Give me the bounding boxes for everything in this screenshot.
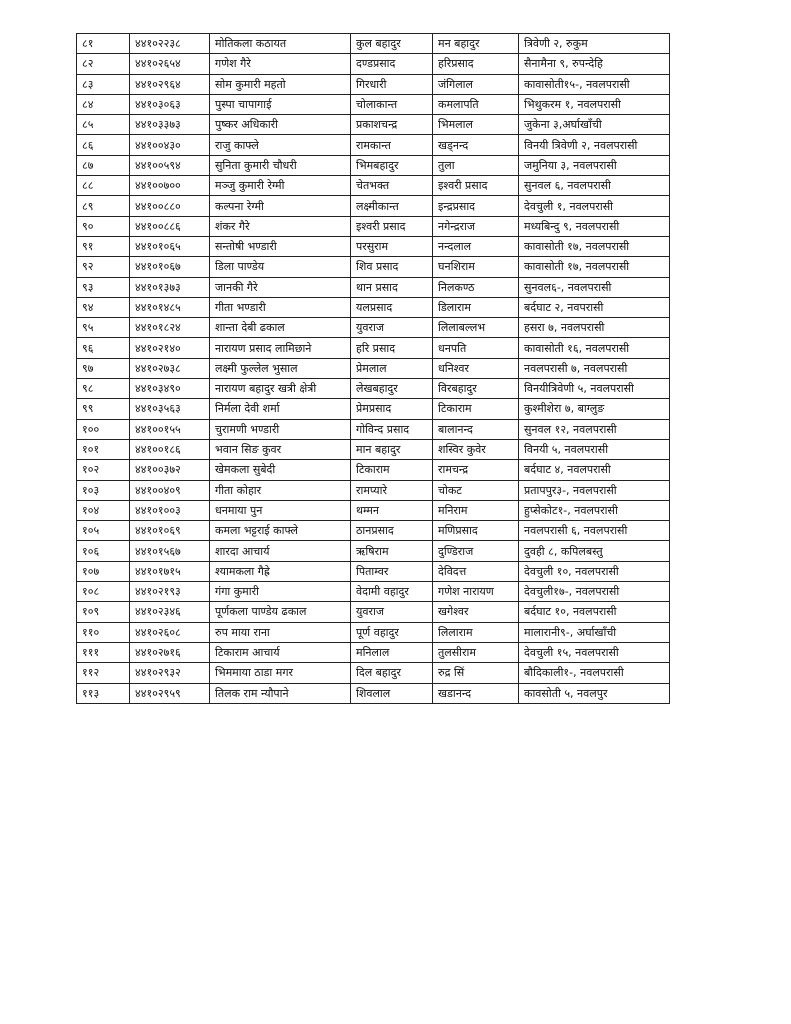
name-cell: गीता भण्डारी [210, 297, 351, 317]
table-row [77, 257, 670, 277]
father-name-cell: गोविन्द प्रसाद [351, 419, 433, 439]
father-name-cell: थान प्रसाद [351, 277, 433, 297]
name-cell: चुरामणी भण्डारी [210, 419, 351, 439]
grandfather-name-cell: कमलापति [433, 94, 519, 114]
name-cell: कल्पना रेग्मी [210, 196, 351, 216]
grandfather-name-cell: जंगिलाल [433, 74, 519, 94]
serial-number-cell: १०२ [77, 460, 130, 480]
name-cell: मोतिकला कठायत [210, 34, 351, 54]
father-name-cell: पिताम्वर [351, 561, 433, 581]
roll-number-cell: ४४१०१४८५ [130, 297, 210, 317]
serial-number-cell: ८३ [77, 74, 130, 94]
grandfather-name-cell: रामचन्द्र [433, 460, 519, 480]
serial-number-cell: ८५ [77, 115, 130, 135]
grandfather-name-cell: बालानन्द [433, 419, 519, 439]
grandfather-name-cell: तुलसीराम [433, 642, 519, 662]
grandfather-name-cell: भिमलाल [433, 115, 519, 135]
table-row [77, 176, 670, 196]
name-cell: तिलक राम न्यौपाने [210, 683, 351, 703]
name-cell: लक्ष्मी फुल्लेल भुसाल [210, 358, 351, 378]
address-cell: नवलपरासी ६, नवलपरासी [519, 521, 670, 541]
serial-number-cell: १०९ [77, 602, 130, 622]
serial-number-cell: ९४ [77, 297, 130, 317]
name-cell: नारायण प्रसाद लामिछाने [210, 338, 351, 358]
address-cell: कावासोती १७, नवलपरासी [519, 236, 670, 256]
roll-number-cell: ४४१००४३० [130, 135, 210, 155]
roll-number-cell: ४४१०२७१६ [130, 642, 210, 662]
serial-number-cell: १०८ [77, 582, 130, 602]
father-name-cell: परसुराम [351, 236, 433, 256]
table-row [77, 602, 670, 622]
grandfather-name-cell: निलकण्ठ [433, 277, 519, 297]
roll-number-cell: ४४१०१५६७ [130, 541, 210, 561]
father-name-cell: पूर्ण वहादुर [351, 622, 433, 642]
name-cell: सोम कुमारी महतो [210, 74, 351, 94]
name-cell: सन्तोषी भण्डारी [210, 236, 351, 256]
serial-number-cell: ८४ [77, 94, 130, 114]
name-cell: पूर्णकला पाण्डेय ढकाल [210, 602, 351, 622]
father-name-cell: ठानप्रसाद [351, 521, 433, 541]
roll-number-cell: ४४१०२१९३ [130, 582, 210, 602]
serial-number-cell: ९६ [77, 338, 130, 358]
serial-number-cell: ८७ [77, 155, 130, 175]
name-cell: भिममाया ठाडा मगर [210, 663, 351, 683]
grandfather-name-cell: विरबहादुर [433, 379, 519, 399]
roll-number-cell: ४४१०१७१५ [130, 561, 210, 581]
roll-number-cell: ४४१०३०६३ [130, 94, 210, 114]
name-cell: सुनिता कुमारी चौधरी [210, 155, 351, 175]
father-name-cell: प्रेमप्रसाद [351, 399, 433, 419]
table-row [77, 54, 670, 74]
table-row [77, 500, 670, 520]
roll-number-cell: ४४१०३४९० [130, 379, 210, 399]
table-row [77, 155, 670, 175]
address-cell: बर्दघाट ४, नवलपरासी [519, 460, 670, 480]
address-cell: भिथुकरम १, नवलपरासी [519, 94, 670, 114]
grandfather-name-cell: शस्विर कुवेर [433, 439, 519, 459]
roll-number-cell: ४४१०३३७३ [130, 115, 210, 135]
serial-number-cell: ८६ [77, 135, 130, 155]
address-cell: नवलपरासी ७, नवलपरासी [519, 358, 670, 378]
father-name-cell: लेखबहादुर [351, 379, 433, 399]
name-cell: गणेश गैरे [210, 54, 351, 74]
address-cell: विनयीत्रिवेणी ५, नवलपरासी [519, 379, 670, 399]
table-row [77, 521, 670, 541]
grandfather-name-cell: इश्वरी प्रसाद [433, 176, 519, 196]
roll-number-cell: ४४१०२९६४ [130, 74, 210, 94]
father-name-cell: दिल बहादुर [351, 663, 433, 683]
father-name-cell: कुल बहादुर [351, 34, 433, 54]
grandfather-name-cell: इन्द्रप्रसाद [433, 196, 519, 216]
grandfather-name-cell: दुण्डिराज [433, 541, 519, 561]
address-cell: सुनवल६-, नवलपरासी [519, 277, 670, 297]
grandfather-name-cell: गणेश नारायण [433, 582, 519, 602]
roll-number-cell: ४४१००८८६ [130, 216, 210, 236]
roll-number-cell: ४४१०१०६५ [130, 236, 210, 256]
name-cell: भवान सिङ कुवर [210, 439, 351, 459]
name-cell: निर्मला देवी शर्मा [210, 399, 351, 419]
table-row [77, 34, 670, 54]
table-row [77, 297, 670, 317]
serial-number-cell: ९१ [77, 236, 130, 256]
roll-number-cell: ४४१००१८६ [130, 439, 210, 459]
serial-number-cell: ८९ [77, 196, 130, 216]
serial-number-cell: ११० [77, 622, 130, 642]
table-row [77, 663, 670, 683]
address-cell: बौदिकाली१-, नवलपरासी [519, 663, 670, 683]
roll-number-cell: ४४१००७०० [130, 176, 210, 196]
roll-number-cell: ४४१०३५६३ [130, 399, 210, 419]
name-cell: राजु काफ्ले [210, 135, 351, 155]
grandfather-name-cell: रुद्र सिं [433, 663, 519, 683]
grandfather-name-cell: खगेश्वर [433, 602, 519, 622]
grandfather-name-cell: तुला [433, 155, 519, 175]
name-cell: रुप माया राना [210, 622, 351, 642]
name-cell: टिकाराम आचार्य [210, 642, 351, 662]
name-cell: नारायण बहादुर खत्री क्षेत्री [210, 379, 351, 399]
father-name-cell: प्रेमलाल [351, 358, 433, 378]
name-cell: मञ्जु कुमारी रेग्मी [210, 176, 351, 196]
serial-number-cell: ९३ [77, 277, 130, 297]
name-cell: शान्ता देबी ढकाल [210, 318, 351, 338]
roll-number-cell: ४४१००५९४ [130, 155, 210, 175]
table-row [77, 622, 670, 642]
serial-number-cell: ८२ [77, 54, 130, 74]
roll-number-cell: ४४१०२७३८ [130, 358, 210, 378]
address-cell: देवचुली१७-, नवलपरासी [519, 582, 670, 602]
table-row [77, 94, 670, 114]
name-cell: गीता कोहार [210, 480, 351, 500]
roll-number-cell: ४४१०२६५४ [130, 54, 210, 74]
serial-number-cell: १११ [77, 642, 130, 662]
roll-number-cell: ४४१०२९५९ [130, 683, 210, 703]
roll-number-cell: ४४१०१०६९ [130, 521, 210, 541]
grandfather-name-cell: मनिराम [433, 500, 519, 520]
candidate-list-table [76, 33, 670, 704]
address-cell: सैनामैना ९, रुपन्देहि [519, 54, 670, 74]
address-cell: कावासोती१५-, नवलपरासी [519, 74, 670, 94]
address-cell: बर्दघाट १०, नवलपरासी [519, 602, 670, 622]
grandfather-name-cell: धनपति [433, 338, 519, 358]
address-cell: मालारानी९-, अर्घाखाँची [519, 622, 670, 642]
address-cell: विनयी ५, नवलपरासी [519, 439, 670, 459]
roll-number-cell: ४४१०१०६७ [130, 257, 210, 277]
name-cell: गंगा कुमारी [210, 582, 351, 602]
grandfather-name-cell: नगेन्द्रराज [433, 216, 519, 236]
address-cell: सुनवल १२, नवलपरासी [519, 419, 670, 439]
address-cell: त्रिवेणी २, रुकुम [519, 34, 670, 54]
table-row [77, 74, 670, 94]
name-cell: धनमाया पुन [210, 500, 351, 520]
serial-number-cell: ९० [77, 216, 130, 236]
roll-number-cell: ४४१००४०९ [130, 480, 210, 500]
roll-number-cell: ४४१०२६०८ [130, 622, 210, 642]
name-cell: कमला भट्टराई काफ्ले [210, 521, 351, 541]
address-cell: हुप्सेकोट१-, नवलपरासी [519, 500, 670, 520]
father-name-cell: टिकाराम [351, 460, 433, 480]
father-name-cell: भिमबहादुर [351, 155, 433, 175]
name-cell: शंकर गैरे [210, 216, 351, 236]
table-row [77, 683, 670, 703]
serial-number-cell: ८१ [77, 34, 130, 54]
grandfather-name-cell: डिलाराम [433, 297, 519, 317]
roll-number-cell: ४४१०२३४६ [130, 602, 210, 622]
name-cell: जानकी गैरे [210, 277, 351, 297]
father-name-cell: युवराज [351, 602, 433, 622]
father-name-cell: चेतभक्त [351, 176, 433, 196]
grandfather-name-cell: नन्दलाल [433, 236, 519, 256]
father-name-cell: रामप्यारे [351, 480, 433, 500]
address-cell: कुश्मीशेरा ७, बाग्लुङ [519, 399, 670, 419]
table-row [77, 439, 670, 459]
serial-number-cell: १०१ [77, 439, 130, 459]
address-cell: सुनवल ६, नवलपरासी [519, 176, 670, 196]
table-body [77, 34, 670, 704]
father-name-cell: ऋषिराम [351, 541, 433, 561]
father-name-cell: हरि प्रसाद [351, 338, 433, 358]
grandfather-name-cell: देविदत्त [433, 561, 519, 581]
grandfather-name-cell: मन बहादुर [433, 34, 519, 54]
roll-number-cell: ४४१०१८२४ [130, 318, 210, 338]
table-row [77, 379, 670, 399]
grandfather-name-cell: मणिप्रसाद [433, 521, 519, 541]
address-cell: कावासोती १६, नवलपरासी [519, 338, 670, 358]
address-cell: बर्दघाट २, नवपरासी [519, 297, 670, 317]
table-row [77, 480, 670, 500]
grandfather-name-cell: लिलाबल्लभ [433, 318, 519, 338]
roll-number-cell: ४४१०२९३२ [130, 663, 210, 683]
father-name-cell: प्रकाशचन्द्र [351, 115, 433, 135]
serial-number-cell: ९२ [77, 257, 130, 277]
table-row [77, 318, 670, 338]
table-row [77, 338, 670, 358]
roll-number-cell: ४४१०२१४० [130, 338, 210, 358]
father-name-cell: चोलाकान्त [351, 94, 433, 114]
table-row [77, 399, 670, 419]
address-cell: दुवही ८, कपिलबस्तु [519, 541, 670, 561]
roll-number-cell: ४४१००१५५ [130, 419, 210, 439]
grandfather-name-cell: चोकट [433, 480, 519, 500]
table-row [77, 115, 670, 135]
father-name-cell: शिवलाल [351, 683, 433, 703]
address-cell: जमुनिया ३, नवलपरासी [519, 155, 670, 175]
table-row [77, 541, 670, 561]
grandfather-name-cell: लिलाराम [433, 622, 519, 642]
father-name-cell: इश्वरी प्रसाद [351, 216, 433, 236]
address-cell: जुकेना ३,अर्घाखाँची [519, 115, 670, 135]
roll-number-cell: ४४१००३७२ [130, 460, 210, 480]
table-row [77, 277, 670, 297]
name-cell: पुष्कर अधिकारी [210, 115, 351, 135]
father-name-cell: थम्मन [351, 500, 433, 520]
father-name-cell: शिव प्रसाद [351, 257, 433, 277]
address-cell: कावसोती ५, नवलपुर [519, 683, 670, 703]
grandfather-name-cell: खड्नन्द [433, 135, 519, 155]
address-cell: देवचुली १५, नवलपरासी [519, 642, 670, 662]
table-row [77, 358, 670, 378]
roll-number-cell: ४४१००८८० [130, 196, 210, 216]
serial-number-cell: ९७ [77, 358, 130, 378]
name-cell: डिला पाण्डेय [210, 257, 351, 277]
serial-number-cell: १०० [77, 419, 130, 439]
address-cell: हसरा ७, नवलपरासी [519, 318, 670, 338]
father-name-cell: दण्डप्रसाद [351, 54, 433, 74]
name-cell: शारदा आचार्य [210, 541, 351, 561]
grandfather-name-cell: टिकाराम [433, 399, 519, 419]
serial-number-cell: ८८ [77, 176, 130, 196]
serial-number-cell: ९८ [77, 379, 130, 399]
serial-number-cell: ११३ [77, 683, 130, 703]
grandfather-name-cell: हरिप्रसाद [433, 54, 519, 74]
name-cell: श्यामकला गैह्रे [210, 561, 351, 581]
father-name-cell: मान बहादुर [351, 439, 433, 459]
address-cell: प्रतापपुर३-, नवलपरासी [519, 480, 670, 500]
address-cell: मध्यबिन्दु ९, नवलपरासी [519, 216, 670, 236]
serial-number-cell: १०६ [77, 541, 130, 561]
serial-number-cell: ९५ [77, 318, 130, 338]
serial-number-cell: ९९ [77, 399, 130, 419]
father-name-cell: गिरधारी [351, 74, 433, 94]
roll-number-cell: ४४१०१३७३ [130, 277, 210, 297]
serial-number-cell: १०४ [77, 500, 130, 520]
table-row [77, 216, 670, 236]
father-name-cell: यलप्रसाद [351, 297, 433, 317]
father-name-cell: लक्ष्मीकान्त [351, 196, 433, 216]
table-row [77, 561, 670, 581]
father-name-cell: युवराज [351, 318, 433, 338]
grandfather-name-cell: घनशिराम [433, 257, 519, 277]
grandfather-name-cell: धनिश्वर [433, 358, 519, 378]
serial-number-cell: १०५ [77, 521, 130, 541]
father-name-cell: रामकान्त [351, 135, 433, 155]
table-row [77, 460, 670, 480]
address-cell: देवचुली १०, नवलपरासी [519, 561, 670, 581]
table-row [77, 642, 670, 662]
grandfather-name-cell: खडानन्द [433, 683, 519, 703]
father-name-cell: मनिलाल [351, 642, 433, 662]
roll-number-cell: ४४१०२२३८ [130, 34, 210, 54]
name-cell: खेमकला सुबेदी [210, 460, 351, 480]
roll-number-cell: ४४१०१००३ [130, 500, 210, 520]
serial-number-cell: १०३ [77, 480, 130, 500]
address-cell: देवचुली १, नवलपरासी [519, 196, 670, 216]
serial-number-cell: ११२ [77, 663, 130, 683]
table-row [77, 196, 670, 216]
father-name-cell: वेदामी वहादुर [351, 582, 433, 602]
table-row [77, 419, 670, 439]
table-row [77, 582, 670, 602]
address-cell: विनयी त्रिवेणी २, नवलपरासी [519, 135, 670, 155]
name-cell: पुस्पा चापागाई [210, 94, 351, 114]
address-cell: कावासोती १७, नवलपरासी [519, 257, 670, 277]
table-row [77, 236, 670, 256]
table-row [77, 135, 670, 155]
serial-number-cell: १०७ [77, 561, 130, 581]
